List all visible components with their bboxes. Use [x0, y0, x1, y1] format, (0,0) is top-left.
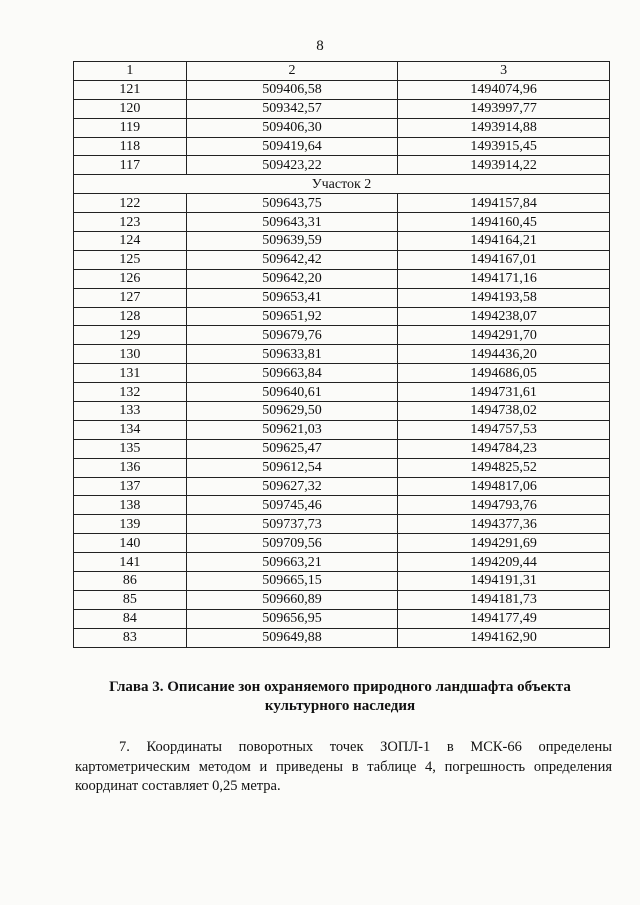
y-coordinate-cell: 1494177,49 — [398, 609, 610, 628]
y-coordinate-cell: 1494686,05 — [398, 364, 610, 383]
table-row — [74, 156, 610, 175]
x-coordinate-cell: 509406,58 — [186, 80, 398, 99]
point-number-cell: 137 — [74, 477, 187, 496]
point-number-cell: 136 — [74, 458, 187, 477]
table-row — [74, 288, 610, 307]
point-number-cell: 86 — [74, 572, 187, 591]
point-number-cell: 124 — [74, 232, 187, 251]
coordinates-table — [73, 61, 610, 648]
x-coordinate-cell: 509642,42 — [186, 250, 398, 269]
table-row — [74, 590, 610, 609]
x-coordinate-cell: 509633,81 — [186, 345, 398, 364]
point-number-cell: 130 — [74, 345, 187, 364]
x-coordinate-cell: 509642,20 — [186, 269, 398, 288]
table-header-row — [74, 62, 610, 81]
chapter-title-line-1: Глава 3. Описание зон охраняемого природного ландшафта объекта — [109, 679, 571, 695]
y-coordinate-cell: 1494291,69 — [398, 534, 610, 553]
point-number-cell: 120 — [74, 99, 187, 118]
y-coordinate-cell: 1493914,88 — [398, 118, 610, 137]
table-row — [74, 269, 610, 288]
table-row — [74, 250, 610, 269]
x-coordinate-cell: 509629,50 — [186, 402, 398, 421]
y-coordinate-cell: 1494377,36 — [398, 515, 610, 534]
x-coordinate-cell: 509665,15 — [186, 572, 398, 591]
x-coordinate-cell: 509612,54 — [186, 458, 398, 477]
y-coordinate-cell: 1494757,53 — [398, 420, 610, 439]
table-row — [74, 307, 610, 326]
table-row — [74, 628, 610, 647]
coordinates-table-body — [74, 62, 610, 648]
point-number-cell: 123 — [74, 213, 187, 232]
x-coordinate-cell: 509737,73 — [186, 515, 398, 534]
point-number-cell: 118 — [74, 137, 187, 156]
table-row — [74, 572, 610, 591]
y-coordinate-cell: 1493915,45 — [398, 137, 610, 156]
y-coordinate-cell: 1494209,44 — [398, 553, 610, 572]
point-number-cell: 117 — [74, 156, 187, 175]
y-coordinate-cell: 1494167,01 — [398, 250, 610, 269]
x-coordinate-cell: 509649,88 — [186, 628, 398, 647]
x-coordinate-cell: 509745,46 — [186, 496, 398, 515]
y-coordinate-cell: 1494784,23 — [398, 439, 610, 458]
table-row — [74, 364, 610, 383]
x-coordinate-cell: 509663,84 — [186, 364, 398, 383]
x-coordinate-cell: 509639,59 — [186, 232, 398, 251]
y-coordinate-cell: 1494291,70 — [398, 326, 610, 345]
x-coordinate-cell: 509643,75 — [186, 194, 398, 213]
point-number-cell: 133 — [74, 402, 187, 421]
y-coordinate-cell: 3 — [398, 62, 610, 81]
table-row — [74, 194, 610, 213]
table-row — [74, 534, 610, 553]
table-row — [74, 458, 610, 477]
x-coordinate-cell: 509423,22 — [186, 156, 398, 175]
x-coordinate-cell: 509679,76 — [186, 326, 398, 345]
point-number-cell: 119 — [74, 118, 187, 137]
table-row — [74, 420, 610, 439]
point-number-cell: 141 — [74, 553, 187, 572]
y-coordinate-cell: 1494074,96 — [398, 80, 610, 99]
chapter-title — [90, 678, 590, 716]
table-row — [74, 477, 610, 496]
y-coordinate-cell: 1494193,58 — [398, 288, 610, 307]
y-coordinate-cell: 1494160,45 — [398, 213, 610, 232]
point-number-cell: 127 — [74, 288, 187, 307]
y-coordinate-cell: 1494181,73 — [398, 590, 610, 609]
y-coordinate-cell: 1494164,21 — [398, 232, 610, 251]
point-number-cell: 83 — [74, 628, 187, 647]
point-number-cell: 121 — [74, 80, 187, 99]
y-coordinate-cell: 1494817,06 — [398, 477, 610, 496]
x-coordinate-cell: 509625,47 — [186, 439, 398, 458]
point-number-cell: 140 — [74, 534, 187, 553]
table-row — [74, 345, 610, 364]
x-coordinate-cell: 509643,31 — [186, 213, 398, 232]
y-coordinate-cell: 1494436,20 — [398, 345, 610, 364]
table-row — [74, 137, 610, 156]
x-coordinate-cell: 509663,21 — [186, 553, 398, 572]
y-coordinate-cell: 1494162,90 — [398, 628, 610, 647]
point-number-cell: 85 — [74, 590, 187, 609]
table-row — [74, 496, 610, 515]
table-row — [74, 383, 610, 402]
point-number-cell: 84 — [74, 609, 187, 628]
table-row — [74, 232, 610, 251]
x-coordinate-cell: 509651,92 — [186, 307, 398, 326]
y-coordinate-cell: 1494238,07 — [398, 307, 610, 326]
y-coordinate-cell: 1494793,76 — [398, 496, 610, 515]
point-number-cell: 126 — [74, 269, 187, 288]
x-coordinate-cell: 2 — [186, 62, 398, 81]
table-row — [74, 402, 610, 421]
y-coordinate-cell: 1494191,31 — [398, 572, 610, 591]
x-coordinate-cell: 509656,95 — [186, 609, 398, 628]
table-row — [74, 99, 610, 118]
point-number-cell: 122 — [74, 194, 187, 213]
point-number-cell: 1 — [74, 62, 187, 81]
x-coordinate-cell: 509406,30 — [186, 118, 398, 137]
y-coordinate-cell: 1494731,61 — [398, 383, 610, 402]
page-number: 8 — [316, 38, 324, 54]
x-coordinate-cell: 509640,61 — [186, 383, 398, 402]
paragraph-7: 7. Координаты поворотных точек ЗОПЛ-1 в МСК-66 определены картометрическим методом и приведены в таблице 4, погрешность определения координат составляет 0,25 метра. — [75, 739, 612, 794]
y-coordinate-cell: 1494825,52 — [398, 458, 610, 477]
table-row — [74, 118, 610, 137]
point-number-cell: 139 — [74, 515, 187, 534]
table-row — [74, 80, 610, 99]
point-number-cell: 131 — [74, 364, 187, 383]
x-coordinate-cell: 509660,89 — [186, 590, 398, 609]
x-coordinate-cell: 509621,03 — [186, 420, 398, 439]
y-coordinate-cell: 1494171,16 — [398, 269, 610, 288]
section-label: Участок 2 — [74, 175, 610, 194]
point-number-cell: 134 — [74, 420, 187, 439]
table-row — [74, 326, 610, 345]
table-row — [74, 609, 610, 628]
x-coordinate-cell: 509627,32 — [186, 477, 398, 496]
table-row — [74, 213, 610, 232]
point-number-cell: 129 — [74, 326, 187, 345]
x-coordinate-cell: 509709,56 — [186, 534, 398, 553]
y-coordinate-cell: 1493914,22 — [398, 156, 610, 175]
section-row — [74, 175, 610, 194]
point-number-cell: 135 — [74, 439, 187, 458]
x-coordinate-cell: 509653,41 — [186, 288, 398, 307]
chapter-title-line-2: культурного наследия — [264, 698, 416, 714]
y-coordinate-cell: 1493997,77 — [398, 99, 610, 118]
table-row — [74, 439, 610, 458]
x-coordinate-cell: 509419,64 — [186, 137, 398, 156]
point-number-cell: 138 — [74, 496, 187, 515]
y-coordinate-cell: 1494738,02 — [398, 402, 610, 421]
table-row — [74, 553, 610, 572]
y-coordinate-cell: 1494157,84 — [398, 194, 610, 213]
point-number-cell: 128 — [74, 307, 187, 326]
x-coordinate-cell: 509342,57 — [186, 99, 398, 118]
table-row — [74, 515, 610, 534]
point-number-cell: 125 — [74, 250, 187, 269]
point-number-cell: 132 — [74, 383, 187, 402]
